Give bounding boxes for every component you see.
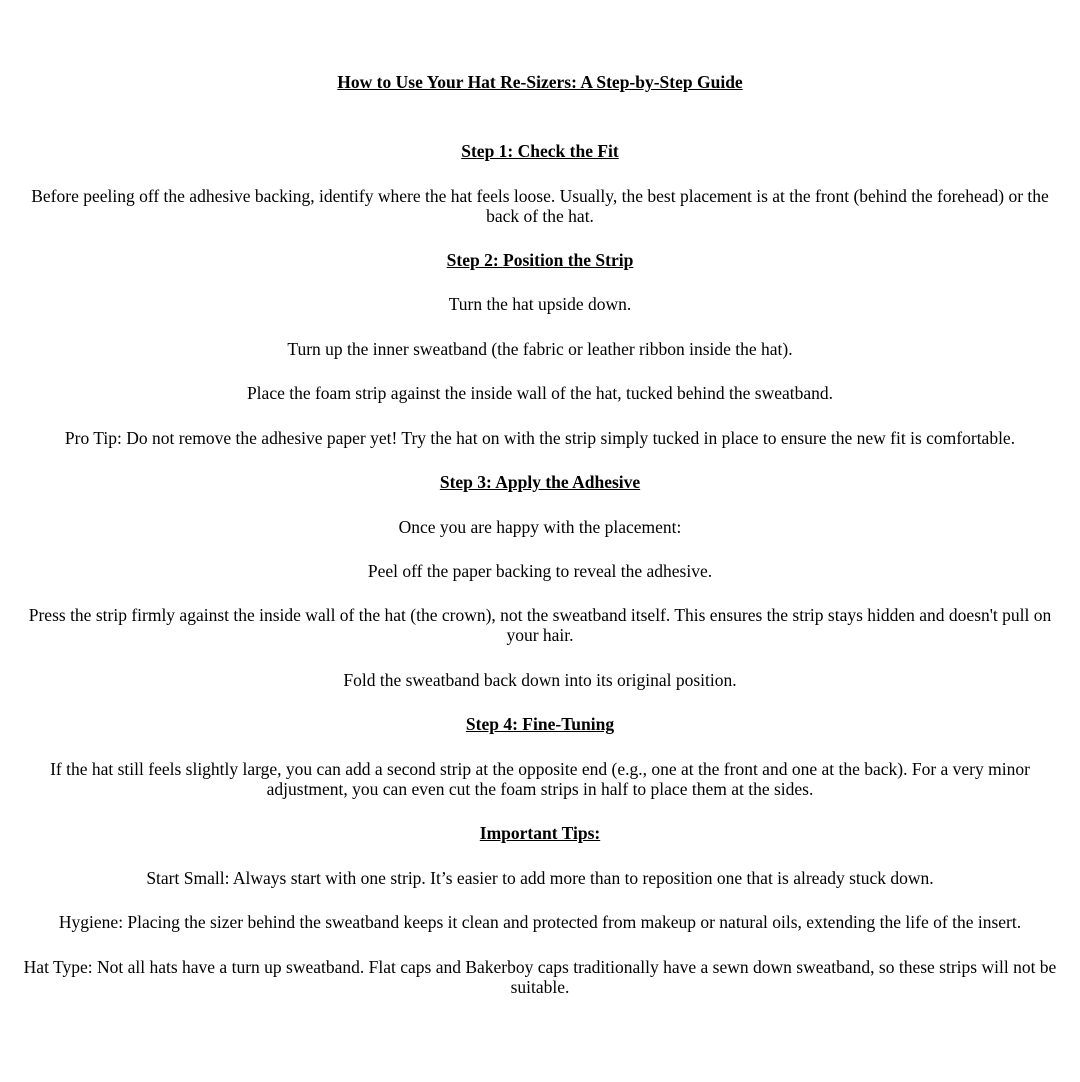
- tips-heading: Important Tips:: [479, 823, 601, 843]
- step4-heading: Step 4: Fine-Tuning: [465, 714, 615, 734]
- step3-item: Fold the sweatband back down into its original position.: [343, 670, 737, 690]
- tip-item: Start Small: Always start with one strip. It’s easier to add more than to reposition one that is already stuck down.: [146, 868, 934, 888]
- step1-heading: Step 1: Check the Fit: [461, 141, 619, 161]
- tip-item: Hygiene: Placing the sizer behind the sweatband keeps it clean and protected from makeup or natural oils, extending the life of the insert.: [58, 912, 1022, 932]
- tip-item: Hat Type: Not all hats have a turn up sweatband. Flat caps and Bakerboy caps traditionally have a sewn down sweatband, so these strips will not be suitable.: [23, 957, 1057, 997]
- step3-heading: Step 3: Apply the Adhesive: [439, 472, 641, 492]
- step1-body: Before peeling off the adhesive backing, identify where the hat feels loose. Usually, the best placement is at the front (behind the forehead) or the back of the hat.: [31, 186, 1049, 226]
- step2-item: Place the foam strip against the inside wall of the hat, tucked behind the sweatband.: [246, 383, 834, 403]
- step2-item: Turn up the inner sweatband (the fabric or leather ribbon inside the hat).: [287, 339, 793, 359]
- pro-tip: Pro Tip: Do not remove the adhesive paper yet! Try the hat on with the strip simply tucked in place to ensure the new fit is comfortable.: [64, 428, 1016, 448]
- step2-item: Turn the hat upside down.: [448, 294, 632, 314]
- step4-body: If the hat still feels slightly large, you can add a second strip at the opposite end (e.g., one at the front and one at the back). For a very minor adjustment, you can even cut the foam strips in half to place them at the sides.: [50, 759, 1030, 799]
- step2-heading: Step 2: Position the Strip: [446, 250, 634, 270]
- document-title: How to Use Your Hat Re-Sizers: A Step-by-Step Guide: [337, 72, 743, 92]
- step3-item: Once you are happy with the placement:: [398, 517, 682, 537]
- step3-item: Press the strip firmly against the inside wall of the hat (the crown), not the sweatband itself. This ensures the strip stays hidden and doesn't pull on your hair.: [28, 605, 1052, 645]
- step3-item: Peel off the paper backing to reveal the adhesive.: [367, 561, 713, 581]
